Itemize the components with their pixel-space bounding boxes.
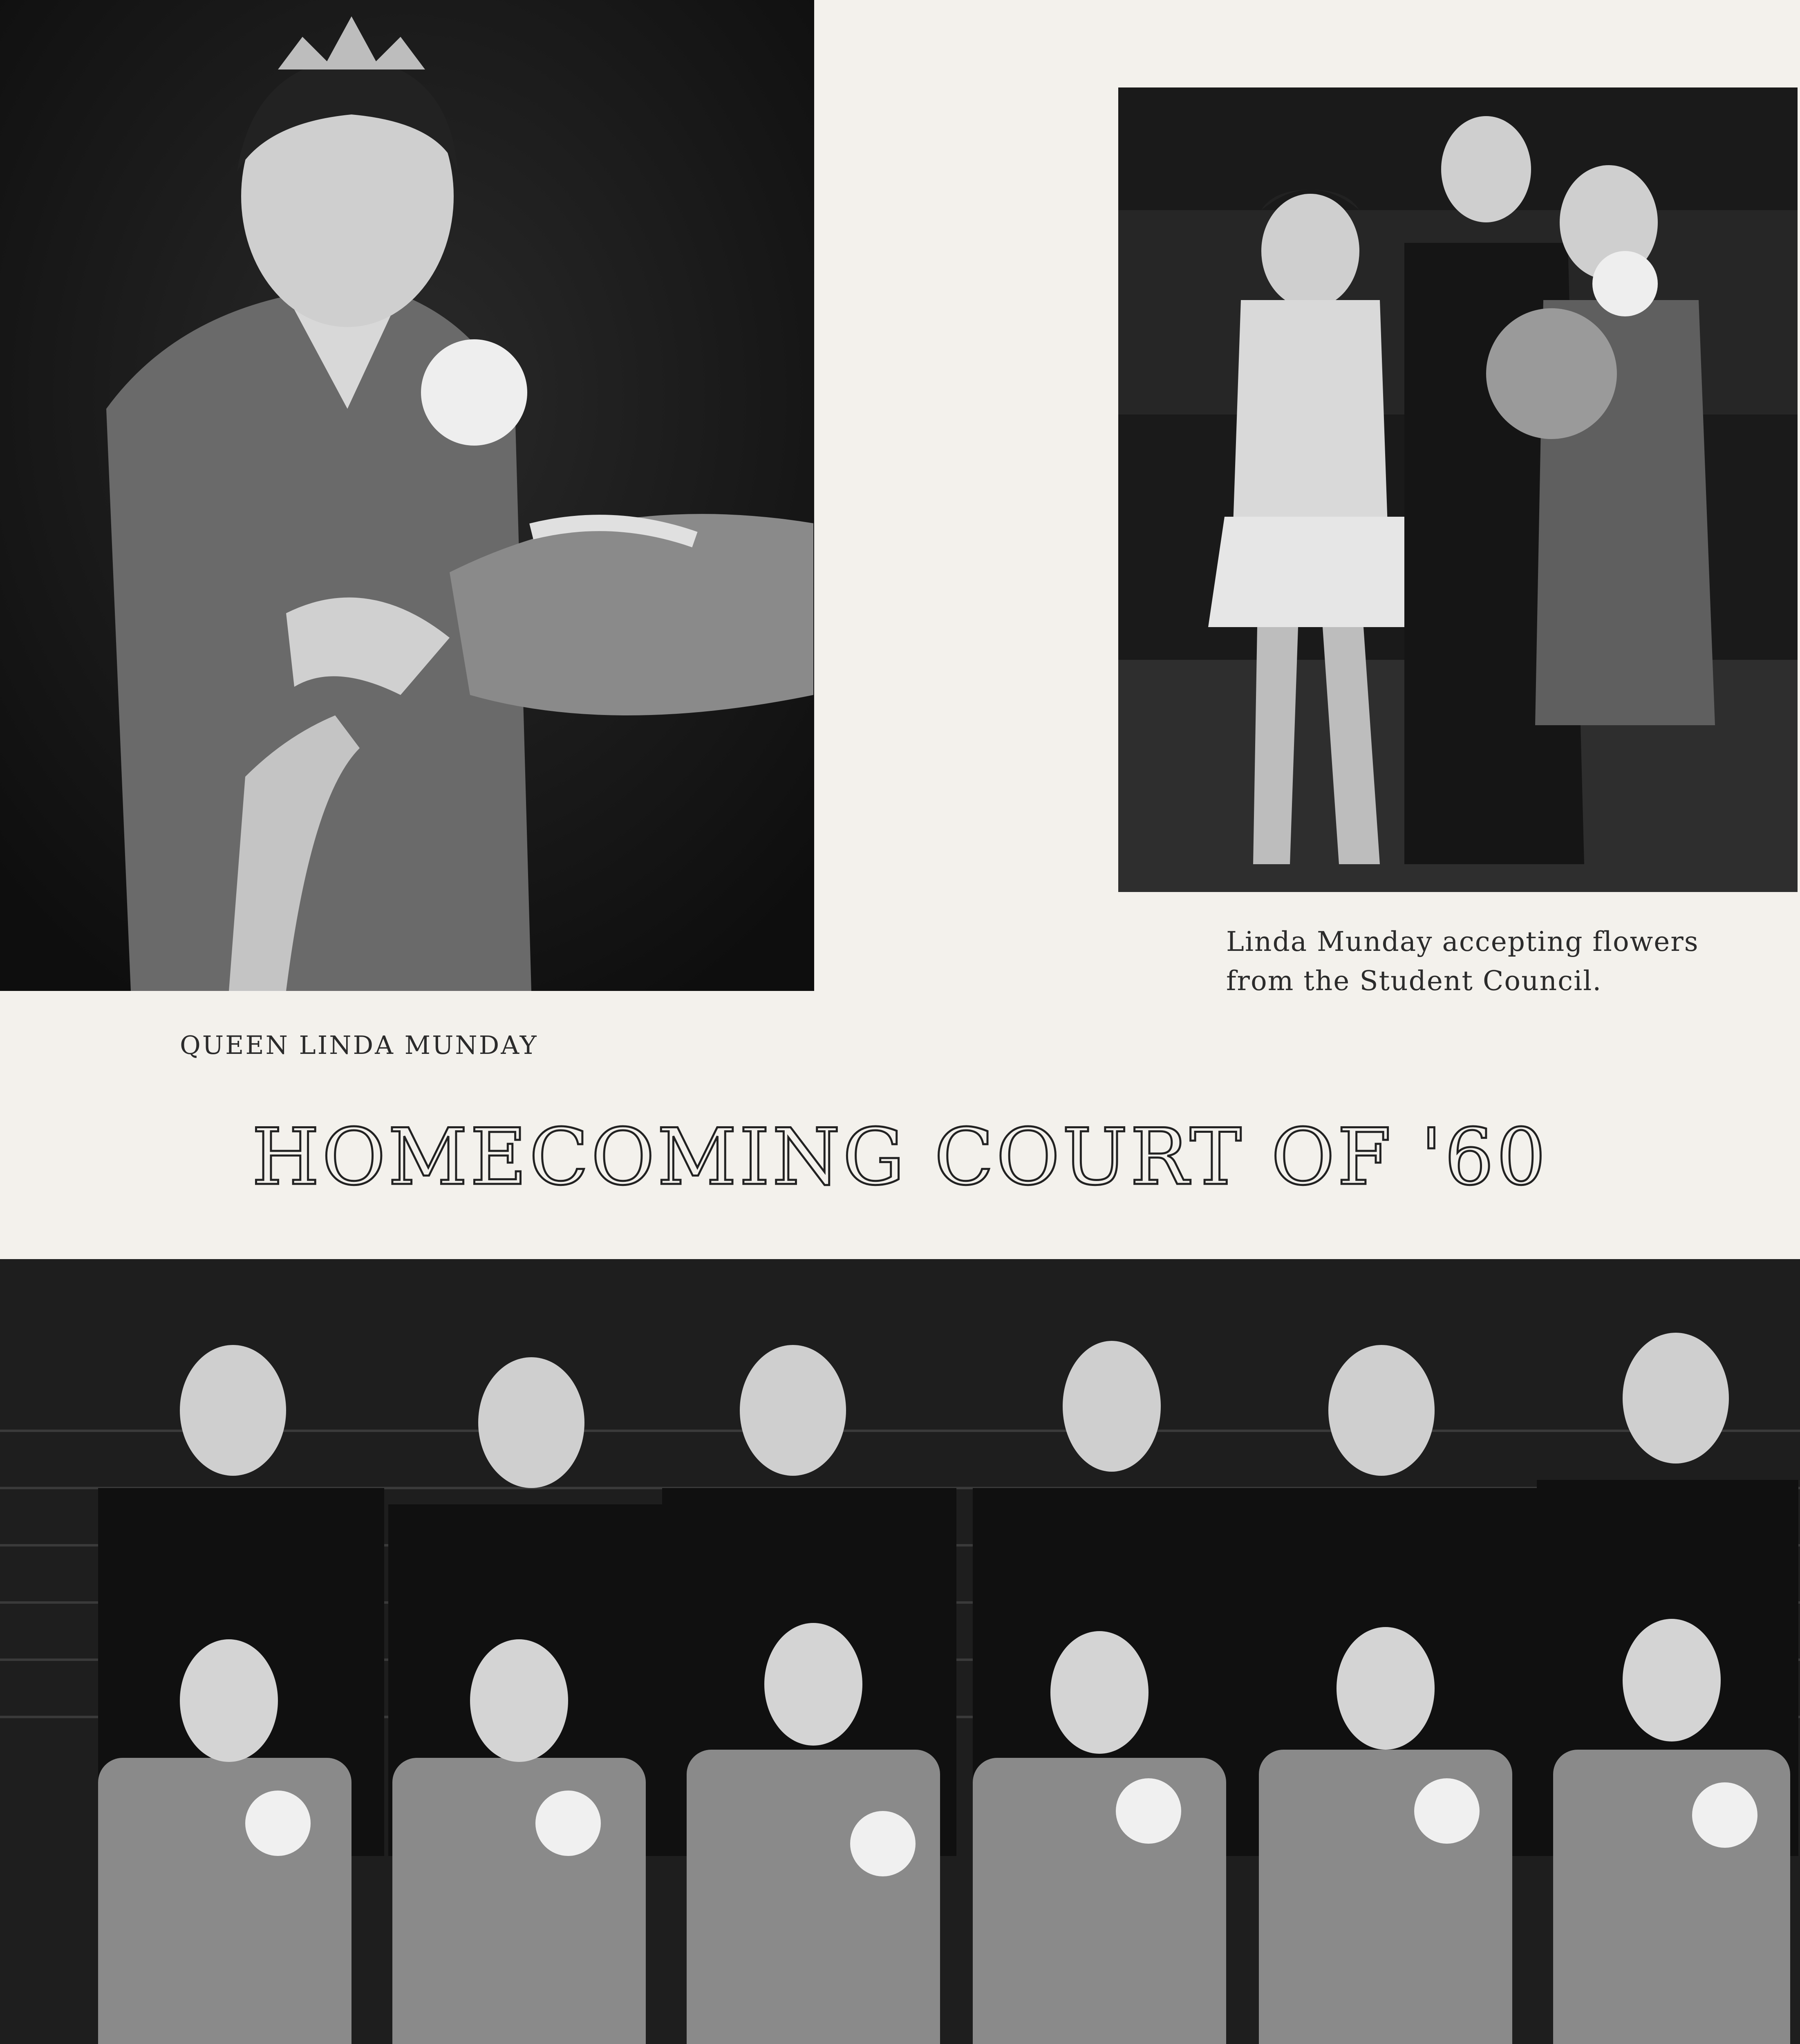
flowers-caption-line: Linda Munday accepting flowers: [1226, 926, 1699, 957]
flowers-caption: [1226, 922, 1757, 1001]
flowers-caption-line: from the Student Council.: [1226, 965, 1602, 997]
court-photo-image: [0, 1259, 1800, 2044]
flowers-photo: [1118, 87, 1798, 892]
queen-caption: QUEEN LINDA MUNDAY: [180, 1030, 538, 1060]
queen-photo-image: [0, 0, 814, 991]
queen-photo: [0, 0, 814, 991]
page-title: HOMECOMING COURT OF '60: [252, 1112, 1548, 1202]
court-photo: [0, 1259, 1800, 2044]
flowers-photo-image: [1118, 87, 1798, 892]
